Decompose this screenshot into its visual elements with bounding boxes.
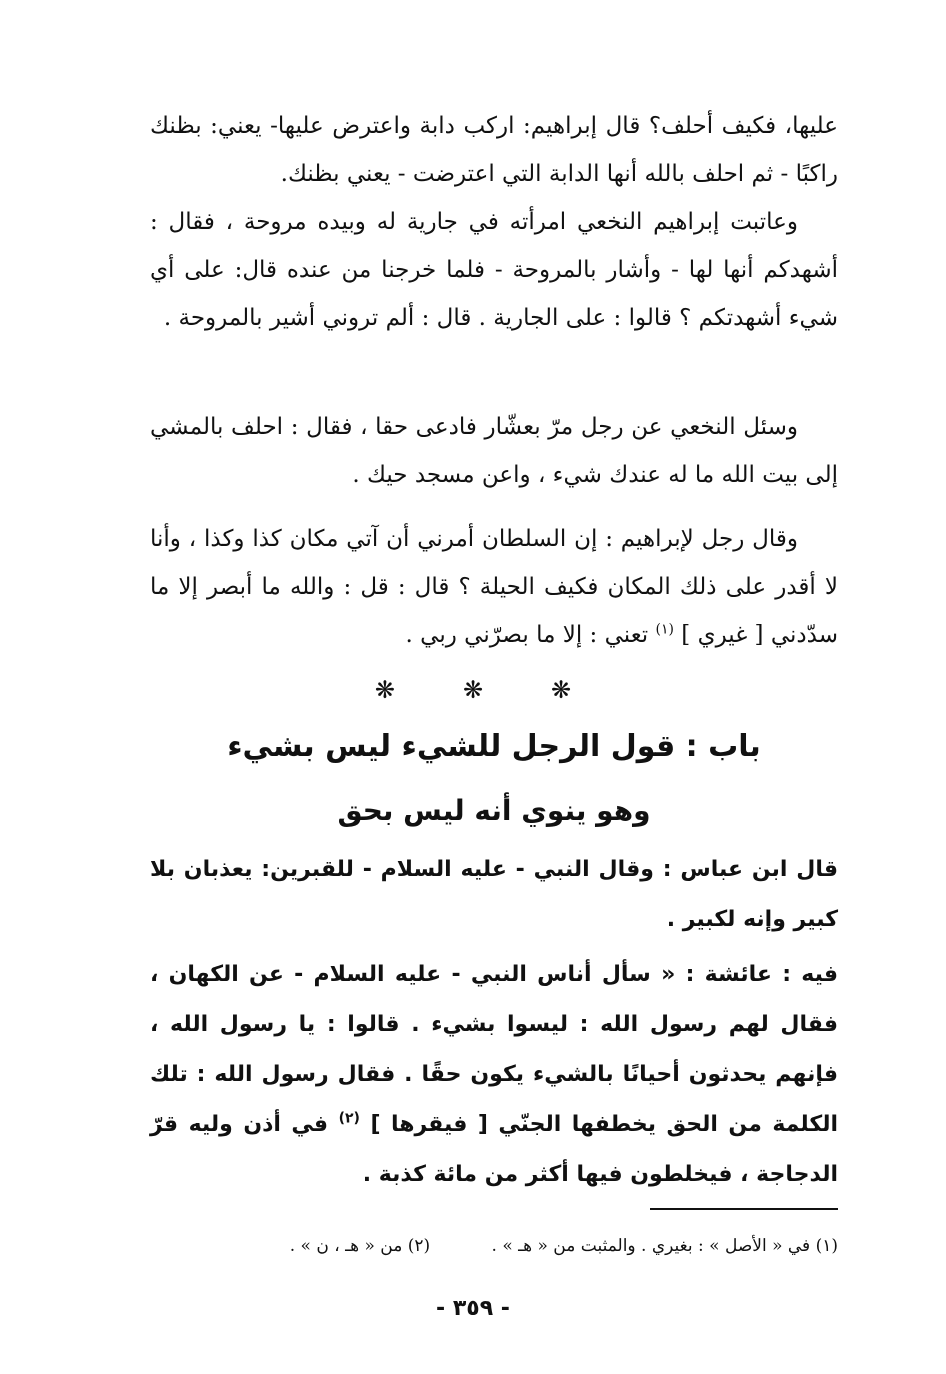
page-number: - ٣٥٩ -	[436, 1296, 510, 1321]
chapter-paragraph-1-text: قال ابن عباس : وقال النبي - عليه السلام - للقبرين: يعذبان بلا كبير وإنه لكبير .	[150, 857, 838, 932]
paragraph-1-text: عليها، فكيف أحلف؟ قال إبراهيم: اركب دابة واعترض عليها- يعني: بظنك راكبًا - ثم احلف بالله أنها الدابة التي اعترضت - يعني بظنك.	[150, 113, 838, 187]
footnote-ref-1: (١)	[655, 621, 674, 638]
footnote-divider	[650, 1208, 838, 1210]
chapter-title: باب : قول الرجل للشيء ليس بشيء	[227, 729, 761, 764]
chapter-paragraph-1	[150, 845, 838, 945]
chapter-subtitle: وهو ينوي أنه ليس بحق	[337, 794, 651, 827]
footnote-2: (٢) من « هـ ، ن » .	[289, 1236, 431, 1256]
footnote-ref-2: (٢)	[338, 1110, 360, 1127]
chapter-paragraph-2-text-end: في أذن وليه قرّ الدجاجة ، فيخلطون فيها أكثر من مائة كذبة .	[150, 1112, 838, 1187]
footnotes	[150, 1232, 838, 1260]
paragraph-4-text-start: وقال رجل لإبراهيم : إن السلطان أمرني أن آتي مكان كذا وكذا ، وأنا لا أقدر على ذلك المكان فكيف الحيلة ؟ قال : قل : والله ما أبصر إلا ما سدّدني [ غيري ]	[150, 526, 838, 648]
paragraph-3-text: وسئل النخعي عن رجل مرّ بعشّار فادعى حقا ، فقال : احلف بالمشي إلى بيت الله ما له عندك شيء ، واعن مسجد حيك .	[150, 414, 838, 488]
paragraph-4-text-end: تعني : إلا ما بصرّني ربي .	[405, 622, 649, 648]
paragraph-2-text: وعاتبت إبراهيم النخعي امرأته في جارية له وبيده مروحة ، فقال : أشهدكم أنها لها - وأشار بالمروحة - فلما خرجنا من عنده قال: على أي شيء أشهدتكم ؟ قالوا : على الجارية . قال : ألم تروني أشير بالمروحة .	[150, 209, 838, 331]
paragraph-1	[150, 102, 838, 198]
paragraph-4	[150, 515, 838, 659]
separator-star-icon: ❋	[462, 676, 484, 704]
separator-star-icon: ❋	[551, 676, 572, 704]
chapter-paragraph-2-text-start: فيه : عائشة : « سأل أناس النبي - عليه السلام - عن الكهان ، فقال لهم رسول الله : ليسوا بشيء . قالوا : يا رسول الله ، فإنهم يحدثون أحيانًا بالشيء يكون حقًا . فقال رسول الله : تلك الكلمة من الحق يخطفها الجنّي [ فيقرها ]	[150, 962, 838, 1137]
footnote-1: (١) في « الأصل » : بغيري . والمثبت من « هـ » .	[491, 1236, 838, 1256]
paragraph-3	[150, 403, 838, 499]
paragraph-2	[150, 198, 838, 342]
section-separator	[0, 676, 946, 704]
separator-star-icon: ❋	[374, 676, 395, 704]
chapter-paragraph-2	[150, 950, 838, 1200]
